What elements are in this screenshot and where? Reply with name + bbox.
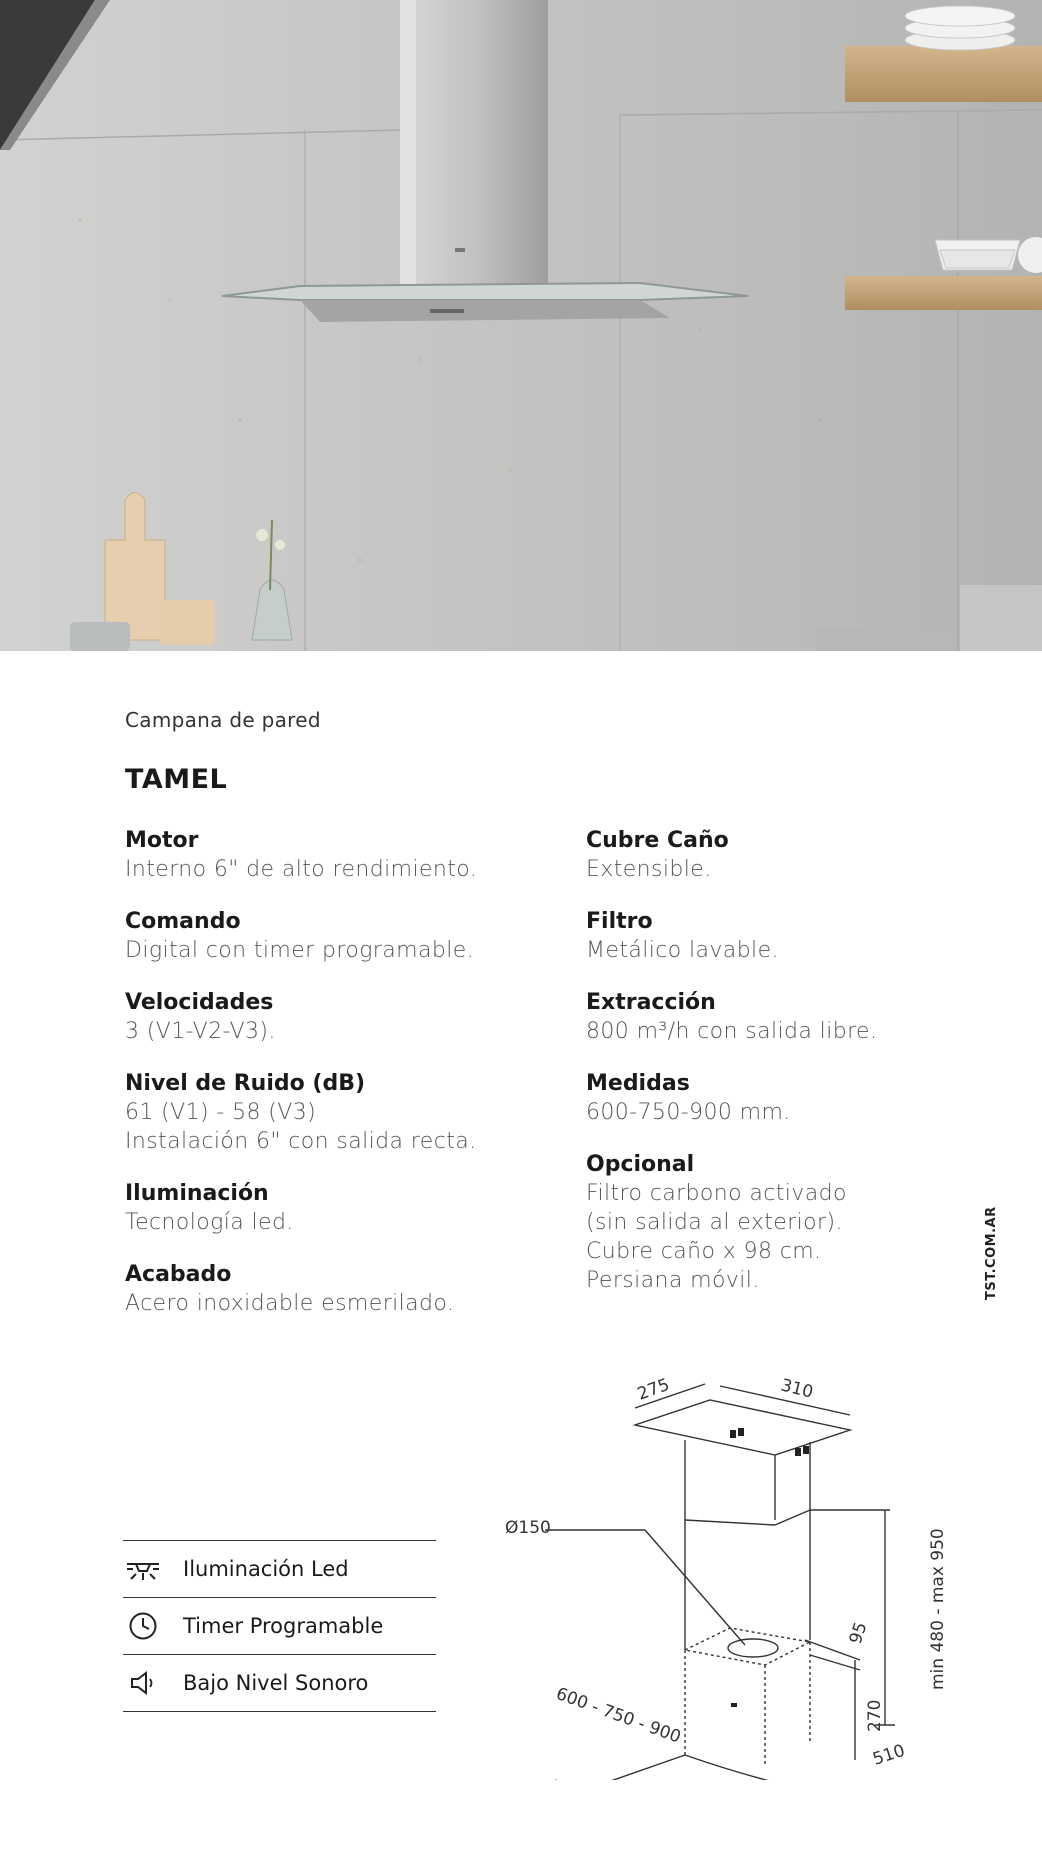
spec-acabado [125, 1260, 545, 1318]
spec-motor [125, 826, 545, 884]
spec-value: Interno 6" de alto rendimiento. [125, 857, 478, 882]
dim-offset: 95 [845, 1619, 872, 1647]
spec-nivel-ruido [125, 1069, 545, 1156]
spec-label: Velocidades [125, 990, 274, 1015]
spec-comando [125, 907, 545, 965]
spec-medidas [586, 1069, 1006, 1127]
product-title: TAMEL [125, 764, 228, 795]
feature-item [123, 1541, 436, 1598]
website-url: TST.COM.AR [984, 1206, 999, 1300]
dim-depth-top: 275 [634, 1374, 673, 1405]
spec-value: Metálico lavable. [586, 938, 779, 963]
spec-label: Nivel de Ruido (dB) [125, 1071, 366, 1096]
spec-label: Medidas [586, 1071, 690, 1096]
led-light-icon [125, 1551, 161, 1587]
speaker-icon [125, 1665, 161, 1701]
feature-label: Iluminación Led [183, 1557, 349, 1581]
specs-right-column [586, 826, 1006, 1318]
product-category: Campana de pared [125, 708, 321, 732]
spec-filtro [586, 907, 1006, 965]
spec-iluminacion [125, 1179, 545, 1237]
feature-list [123, 1540, 436, 1712]
dim-body-height: 270 [865, 1699, 885, 1732]
spec-label: Motor [125, 828, 199, 853]
feature-label: Bajo Nivel Sonoro [183, 1671, 369, 1695]
spec-value: Digital con timer programable. [125, 938, 475, 963]
dimension-diagram [505, 1370, 975, 1780]
spec-extraccion [586, 988, 1006, 1046]
spec-value: Filtro carbono activado [586, 1181, 847, 1206]
spec-label: Extracción [586, 990, 716, 1015]
spec-label: Cubre Caño [586, 828, 729, 853]
clock-icon [125, 1608, 161, 1644]
spec-value: 600-750-900 mm. [586, 1100, 791, 1125]
spec-opcional [586, 1150, 1006, 1295]
spec-label: Filtro [586, 909, 653, 934]
spec-value: Persiana móvil. [586, 1268, 760, 1293]
spec-cubre-cano [586, 826, 1006, 884]
dim-total-height: min 480 - max 950 [928, 1528, 948, 1690]
feature-item [123, 1655, 436, 1712]
dim-outlet: Ø150 [505, 1518, 551, 1538]
dim-width-top: 310 [778, 1375, 816, 1403]
feature-label: Timer Programable [183, 1614, 384, 1638]
kitchen-hood-photo [0, 0, 1042, 651]
specs-left-column [125, 826, 545, 1341]
spec-label: Acabado [125, 1262, 232, 1287]
hero-photo [0, 0, 1042, 651]
spec-label: Comando [125, 909, 241, 934]
spec-label: Iluminación [125, 1181, 269, 1206]
spec-value: Extensible. [586, 857, 712, 882]
spec-velocidades [125, 988, 545, 1046]
spec-value: Tecnología led. [125, 1210, 294, 1235]
spec-value: 800 m³/h con salida libre. [586, 1019, 878, 1044]
dim-width: 600 - 750 - 900 [553, 1683, 684, 1748]
dim-depth: 510 [870, 1740, 908, 1770]
spec-value: 61 (V1) - 58 (V3) [125, 1100, 317, 1125]
spec-value: (sin salida al exterior). [586, 1210, 843, 1235]
feature-item [123, 1598, 436, 1655]
spec-value: Acero inoxidable esmerilado. [125, 1291, 455, 1316]
spec-value: Instalación 6" con salida recta. [125, 1129, 477, 1154]
spec-value: Cubre caño x 98 cm. [586, 1239, 822, 1264]
spec-value: 3 (V1-V2-V3). [125, 1019, 276, 1044]
spec-label: Opcional [586, 1152, 695, 1177]
